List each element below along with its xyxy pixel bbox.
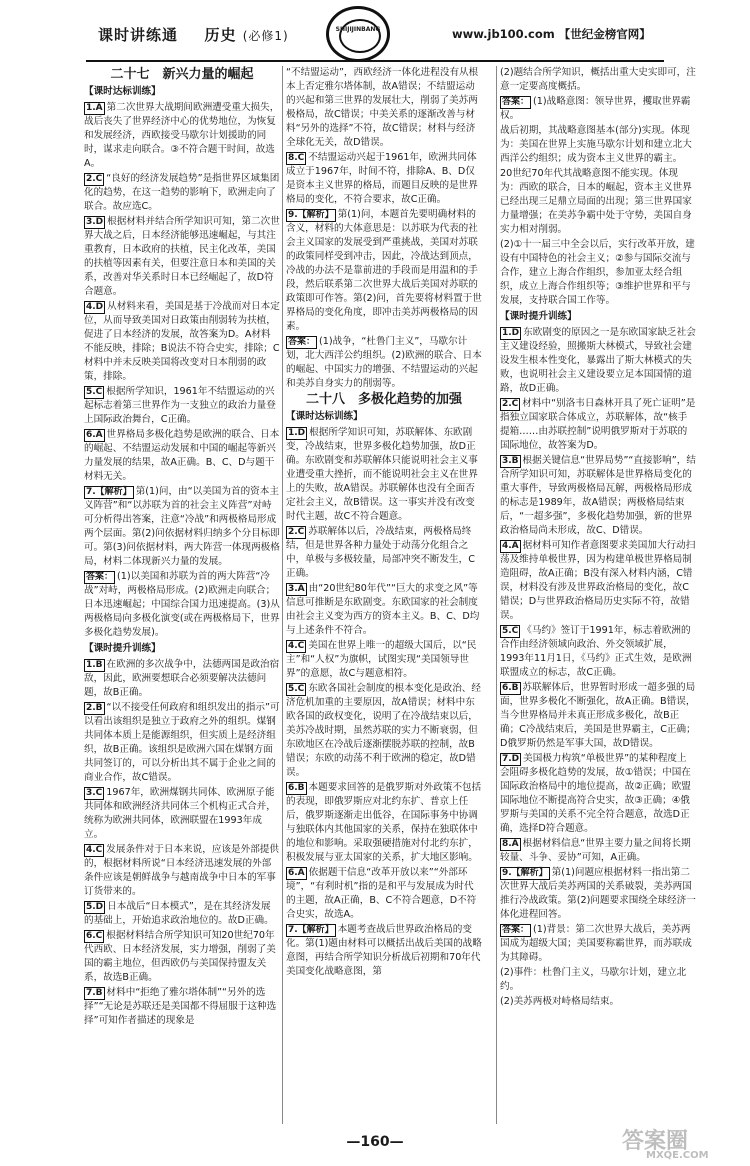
answer-text: 根据所学知识，1961年不结盟运动的兴起标志着第三世界作为一支独立的政治力量登上国际政治舞台，C正确。 [84,386,276,425]
answer-paragraph: (2)美苏两极对峙格局结束。 [500,996,620,1007]
answer-text: (1)战略意图：领导世界，攫取世界霸权。 [500,96,691,121]
answer-number-badge: 2.C [288,527,305,537]
answer-number-badge: 6.A [86,430,103,440]
logo-text: SHIJIJINBANG [335,26,381,33]
answer-paragraph: (2)事件：杜鲁门主义，马歇尔计划，建立北约。 [500,967,687,992]
answer-item [84,843,280,899]
header-site [452,26,651,42]
answer-text: 苏联解体后，世界暂时形成一超多强的局面，世界多极化不断强化，故A正确。B错误，当今世界格局并未真正形成多极化，故B正确；C冷战结束后，美国是世界霸主，C正确；D俄罗斯仍然是军事大国，故D错误。 [500,682,696,749]
answer-text: 世界格局多极化趋势是欧洲的联合、日本的崛起、不结盟运动发展和中国的崛起等新兴力量发展的结果，故A正确。B、C、D与题干材料无关。 [84,429,280,482]
subsection-heading: 【课时提升训练】 [84,643,161,654]
answer-item [500,624,696,680]
answer-number-badge: 3.B [502,456,519,466]
answer-number-badge: 6.B [288,783,305,793]
section-title: 二十八 多极化趋势的加强 [305,392,462,407]
answer-number-badge: 8.A [502,839,519,849]
answer-item [84,101,280,171]
answer-text: 发展条件对于日本来说，应该是外部提供的，根据材料所说“日本经济迅速发展的外部条件应该是朝鲜战争与越南战争中日本的军事订货带来的。 [84,844,279,897]
answer-number-badge: 9.【解析】 [502,868,548,878]
answer-text: 1967年，欧洲煤钢共同体、欧洲原子能共同体和欧洲经济共同体三个机构正式合并，统称为欧洲共同体，欧洲联盟在1993年成立。 [84,787,276,840]
answer-item [84,215,280,299]
answer-paragraph: (2)①十一届三中全会以后，实行改革开放，建设有中国特色的社会主义；②参与国际交流与合作，建立上海合作组织，参加亚太经合组织，成立上海合作组织等；③维护世界和平与发展，支持联合国工作等。 [500,239,695,306]
answer-item [286,151,482,207]
watermark-logo: 答案圈 [622,1129,689,1154]
answer-number-badge: 答案： [288,337,316,347]
answer-item [286,525,482,581]
column-middle [286,66,482,1124]
answer-number-badge: 7.D [502,754,520,764]
header-subject: 历史 [204,26,237,44]
answer-number-badge: 5.D [86,902,104,912]
publisher-logo-icon [326,6,390,62]
answer-text: 苏联解体以后，冷战结束，两极格局终结，但是世界各种力量处于动荡分化组合之中，单极与多极较量，局部冲突不断发生，C正确。 [286,526,475,579]
column-right [500,66,696,1124]
answer-number-badge: 5.C [288,684,305,694]
answer-item [84,701,280,785]
header-title [98,24,289,45]
answer-text: 东欧各国社会制度的根本变化是政治、经济危机加重的主要原因，故A错误；材料中东欧各国的政权变化，说明了在冷战结束以后，美苏冷战时期，虽然苏联的实力不断衰弱，但东欧地区在冷战后逐渐摆脱苏联的控制，故B错误；东欧的动荡不利于欧洲的稳定，故D错误。 [286,683,481,778]
page-header [0,0,750,62]
answer-number-badge: 1.A [86,103,103,113]
answer-item [84,929,280,985]
subsection-heading: 【课时提升训练】 [500,311,577,322]
answer-number-badge: 4.C [288,641,305,651]
answer-item [500,454,696,538]
answer-number-badge: 答案： [502,97,530,107]
answer-number-badge: 7.B [86,988,103,998]
answer-item [84,428,280,484]
answer-text: “以不接受任何政府和组织发出的指示”可以看出该组织是独立于政府之外的组织。煤钢共同体本质上是能源组织，但实质上是经济组织，故B正确。该组织是欧洲六国在煤钢方面共同签订的，可以分析出其不属于企业之间的商业合作，故C错误。 [84,702,280,783]
subsection-heading: 【课时达标训练】 [84,86,161,97]
answer-text: 根据关键信息“世界局势”“直接影响”，结合所学知识可知，苏联解体是世界格局变化的重大事件，导致两极格局瓦解，两极格局形成的标志是1989年，故A错误；两极格局结束后，“一超多强”，多极化趋势加强，新的世界政治格局尚未形成，故C、D错误。 [500,455,696,536]
answer-item [84,986,280,1028]
answer-item [500,837,696,865]
answer-text: 据材料可知作者意图要求美国加大行动扫荡及维持单极世界，因为构建单极世界格局制造阻碍，故A正确；B没有深入材料内涵，C错误，材料没有涉及世界政治格局的变化，故C错误；D与世界政治格局历史实际不符，故错误。 [500,540,696,621]
answer-text: 东欧剧变的原因之一是东欧国家缺乏社会主义建设经验，照搬斯大林模式，导致社会建设发生根本性变化，暴露出了斯大林模式的失败，也说明社会主义建设要立足本国国情的道路，故D正确。 [500,327,696,394]
answer-text: 本题考查战后世界政治格局的变化。第(1)题由材料可以概括出战后美国的战略意图，再结合所学知识分析战后初期和70年代美国变化战略意图，第 [286,924,482,977]
header-book: 课时讲练通 [98,26,179,44]
answer-text: 依据题干信息“改革开放以来”“外部环境”，“有利时机”指的是和平与发展成为时代的主题，故A正确，B、C不符合题意，D不符合史实，故选A。 [286,867,477,920]
logo-ring [339,19,381,53]
answer-text: 从材料来看，美国是基于冷战而对日本定位，从而导致美国对日政策由削弱转为扶植，促进了日本经济的发展，故答案为D。A材料不能反映，排除；B说法不符合史实，排除；C材料中并未反映美国将改变对日本削弱的政策，排除。 [84,301,280,382]
answer-text: 第(1)问，本题首先要明确材料的含义，材料的大体意思是：以苏联为代表的社会主义国家的发展受到严重挑战，美国对苏联的政策同样受到冲击，因此，冷战达到顶点，冷战的办法不是靠前进的手段而是用温和的手段，然后联系第二次世界大战后美国对苏联的政策即可作答。第(2)问，首先要将材料置于世界格局的变化角度，即冲击美苏两极格局的因素。 [286,209,482,332]
answer-item [286,866,482,922]
answer-item [84,786,280,842]
answer-item [286,781,482,865]
answer-paragraph: 20世纪70年代其战略意图不能实现。体现为：西欧的联合，日本的崛起，资本主义世界已经出现三足鼎立局面的出现；第三世界国家力量增强；在美苏争霸中处于守势，美国自身实力相对削弱。 [500,168,692,235]
answer-text: 由“20世纪80年代”“巨大的求变之风”等信息可推断是东欧剧变。东欧国家的社会制度由社会主义变为西方的资本主义。B、C、D均与上述条件不符合。 [286,583,480,636]
answer-item [500,923,696,965]
answer-text: 不结盟运动兴起于1961年，欧洲共同体成立于1967年，时间不符，排除A、B、D仅是资本主义世界的格局，而题目反映的是世界格局的变化，不符合要求，故C正确。 [286,152,478,205]
answer-number-badge: 2.C [86,174,103,184]
answer-number-badge: 7.【解析】 [288,925,334,935]
answer-item [500,539,696,623]
answer-number-badge: 5.C [502,626,519,636]
answer-item [84,172,280,214]
answer-paragraph: “不结盟运动”，西欧经济一体化进程没有从根本上否定雅尔塔体制，故A错误；不结盟运动的兴起和第三世界的发展壮大，削弱了美苏两极格局，故C错误；中美关系的逐渐改善与材料“另外的选择”不符，故C错误；材料与经济全球化无关，故D错误。 [286,67,479,148]
answer-number-badge: 1.D [288,428,306,438]
answer-number-badge: 4.A [502,541,519,551]
answer-number-badge: 2.C [502,399,519,409]
answer-number-badge: 1.B [86,660,103,670]
answer-number-badge: 答案： [86,572,114,582]
site-label: 【世纪金榜官网】 [558,27,651,41]
column-divider-2 [496,66,497,1124]
answer-number-badge: 答案： [502,925,530,935]
answer-paragraph: (2)题结合所学知识，概括出重大史实即可，注意一定要高度概括。 [500,67,696,92]
answer-text: 在欧洲的多次战争中，法德两国是政治宿敌，因此，欧洲要想联合必须要解决法德问题，故B正确。 [84,659,280,698]
answer-text: 美国极力构筑“单极世界”的某种程度上会阻碍多极化趋势的发展，故①错误；中国在国际政治格局中的地位提高，故②正确；欧盟国际地位不断提高符合史实，故③正确；④俄罗斯与美国的关系不完全符合题意，故选D正确，选择D符合题意。 [500,753,691,834]
answer-text: 本题要求回答的是俄罗斯对外政策不包括的表现，即俄罗斯应对北约东扩、普京上任后，俄罗斯逐渐走出低谷，在国际事务中协调与独联体内其他国家的关系，保持在独联体中的地位和影响。采取强硬措施对付北约东扩，积极发展与亚太国家的关系，扩大地区影响。 [286,782,482,863]
answer-item [286,335,482,391]
answer-text: 根据所学知识可知，苏联解体、东欧剧变，冷战结束，世界多极化趋势加强，故D正确。东欧剧变和苏联解体只能说明社会主义事业遭受重大挫折，而不能说明社会主义在世界上的失败，故A错误。苏联解体也没有全面否定社会主义，故B错误。这一事实并没有改变时代主题，故C不符合题意。 [286,427,478,522]
subsection-heading: 【课时达标训练】 [286,411,363,422]
column-left [84,66,280,1124]
answer-number-badge: 1.D [502,328,520,338]
answer-number-badge: 3.A [288,584,305,594]
answer-text: 日本战后“日本模式”，是在其经济发展的基础上，开始追求政治地位的。故D正确。 [84,901,274,926]
column-divider-1 [282,66,283,1124]
answer-paragraph: 战后初期，其战略意图基本(部分)实现。体现为：美国在世界上实施马歇尔计划和建立北大西洋公约组织；成为资本主义世界的霸主。 [500,125,692,164]
answer-item [84,658,280,700]
answer-text: 根据材料并结合所学知识可知，第二次世界大战之后，日本经济能够迅速崛起，与其注重教育，日本政府的扶植，民主化改革，美国的扶植等因素有关，但要注意日本和美国的关系，改善对华关系时日本已经崛起了，故D符合题意。 [84,216,280,297]
answer-item [500,752,696,836]
answer-item [286,208,482,334]
page-number: —160— [346,1134,404,1150]
watermark-url: MXQE.COM [646,1150,709,1161]
answer-number-badge: 8.C [288,153,305,163]
answer-text: 根据材料结合所学知识可知20世纪70年代西欧、日本经济发展，实力增强，削弱了美国的霸主地位，但西欧仍与美国保持盟友关系，故选B正确。 [84,930,276,983]
answer-number-badge: 6.C [86,931,103,941]
answer-number-badge: 2.B [86,703,103,713]
answer-number-badge: 3.C [86,788,103,798]
answer-item [84,570,280,640]
answer-number-badge: 9.【解析】 [288,210,334,220]
answer-number-badge: 7.【解析】 [86,487,132,497]
answer-item [286,426,482,524]
answer-item [84,485,280,569]
section-title: 二十七 新兴力量的崛起 [110,67,254,82]
answer-text: 美国在世界上唯一的超级大国后，以“民主”和“人权”为旗帜，试图实现“美国领导世界”的意愿，故C与题意相符。 [286,640,477,679]
answer-number-badge: 3.D [86,217,104,227]
answer-text: “良好的经济发展趋势”是指世界区域集团化的趋势，在这一趋势的影响下，欧洲走向了联合。故应选C。 [84,173,280,212]
header-edition: (必修1) [242,29,289,43]
answer-text: (1)以美国和苏联为首的两大阵营“冷战”对峙，两极格局形成。(2)欧洲走向联合；日本迅速崛起；中国综合国力迅速提高。(3)从两极格局向多极化演变(或在两极格局下，世界多极化趋势发展)。 [84,571,280,638]
answer-item [286,639,482,681]
answer-text: (1)战争，“杜鲁门主义”，马歇尔计划，北大西洋公约组织。(2)欧洲的联合、日本的崛起、中国实力的增强、不结盟运动的兴起和美苏自身实力的削弱等。 [286,336,482,389]
answer-text: 材料中“拒绝了雅尔塔体制”“另外的选择”“无论是苏联还是美国都不得屈服于这种选择”可知作者描述的现象是 [84,987,277,1026]
answer-text: 第二次世界大战期间欧洲遭受重大损失，战后丧失了世界经济中心的优势地位，为恢复和发展经济，西欧接受马歇尔计划援助的同时，谋求走向联合。③不符合题干时间，故选A。 [84,102,280,169]
answer-item [84,900,280,928]
answer-item [500,681,696,751]
answer-number-badge: 4.C [86,845,103,855]
header-divider [86,60,664,62]
answer-item [84,385,280,427]
answer-item [500,95,696,123]
answer-text: 材料中“别洛韦日森林开具了死亡证明”是指独立国家联合体成立，苏联解体，故“核手提箱……由苏联控制”说明俄罗斯对于苏联的国际地位，故答案为D。 [500,398,696,451]
answer-number-badge: 5.C [86,387,103,397]
answer-text: 《马约》签订于1991年，标志着欧洲的合作由经济领域向政治、外交领域扩展，1993年11月1日，《马约》正式生效，是欧洲联盟成立的标志，故C正确。 [500,625,692,678]
answer-item [286,682,482,780]
answer-number-badge: 6.A [288,868,305,878]
answer-text: 第(1)问题应根据材料一指出第二次世界大战后美苏两国的关系破裂，美苏两国推行冷战政策。第(2)问题要求围绕全球经济一体化进程回答。 [500,867,696,920]
answer-text: (1)背景：第二次世界大战后，美苏两国成为超级大国；美国要称霸世界，而苏联成为其障碍。 [500,924,692,963]
answer-item [500,326,696,396]
answer-item [500,397,696,453]
answer-item [286,923,482,979]
site-url-link[interactable]: www.jb100.com [452,27,555,41]
answer-number-badge: 4.D [86,302,104,312]
answer-item [84,300,280,384]
answer-item [500,866,696,922]
answer-text: 根据材料信息“世界主要力量之间将长期较量、斗争、妥协”可知，A正确。 [500,838,691,863]
answer-item [286,582,482,638]
answer-number-badge: 6.B [502,683,519,693]
answer-text: 第(1)问，由“以美国为首的资本主义阵营”和“以苏联为首的社会主义阵营”对峙可分析得出答案，注意“冷战”和两极格局形成两个层面。第(2)问依据材料归纳多个分目标即可。第(3)问依据材料，两大阵营一体现两极格局，材料二体现新兴力量的发展。 [84,486,280,567]
